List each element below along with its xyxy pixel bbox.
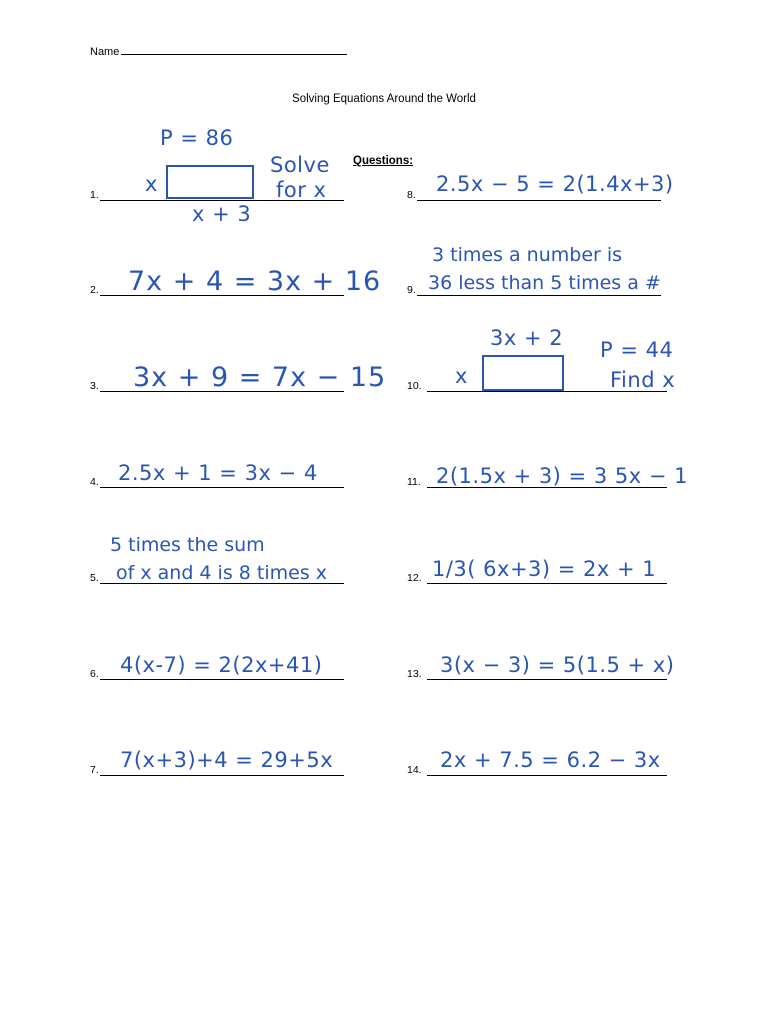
answer-line-4[interactable]	[100, 487, 344, 488]
q4-answer: 2.5x + 1 = 3x − 4	[118, 461, 318, 485]
answer-line-12[interactable]	[427, 583, 667, 584]
q9-answer-line-2: 36 less than 5 times a #	[428, 272, 661, 294]
q9-answer-line-1: 3 times a number is	[432, 244, 623, 266]
q1-side-label: x	[145, 172, 158, 196]
q6-answer: 4(x-7) = 2(2x+41)	[120, 653, 323, 677]
q5-answer-line-2: of x and 4 is 8 times x	[116, 562, 328, 584]
answer-line-8[interactable]	[417, 200, 661, 201]
q13-answer: 3(x − 3) = 5(1.5 + x)	[440, 653, 675, 677]
question-number-3: 3.	[90, 380, 99, 392]
q14-answer: 2x + 7.5 = 6.2 − 3x	[440, 748, 661, 772]
question-number-7: 7.	[90, 764, 99, 776]
question-number-14: 14.	[407, 764, 422, 776]
answer-line-6[interactable]	[100, 679, 344, 680]
q10-instruction: Find x	[610, 368, 676, 392]
q5-answer-line-1: 5 times the sum	[110, 534, 265, 556]
question-number-6: 6.	[90, 668, 99, 680]
q1-perimeter-label: P = 86	[160, 126, 234, 150]
question-number-5: 5.	[90, 572, 99, 584]
q1-rectangle	[166, 165, 254, 199]
q10-top-label: 3x + 2	[490, 326, 564, 350]
question-number-2: 2.	[90, 284, 99, 296]
question-number-13: 13.	[407, 668, 422, 680]
q10-perimeter-label: P = 44	[600, 338, 674, 362]
q1-instruction-line-1: Solve	[270, 153, 330, 177]
questions-heading: Questions:	[353, 155, 414, 167]
q1-instruction-line-2: for x	[276, 178, 327, 202]
q11-answer: 2(1.5x + 3) = 3 5x − 1	[436, 464, 688, 488]
name-field[interactable]	[90, 45, 347, 58]
q8-answer: 2.5x − 5 = 2(1.4x+3)	[436, 172, 674, 196]
question-number-1: 1.	[90, 189, 99, 201]
question-number-10: 10.	[407, 380, 422, 392]
question-number-11: 11.	[407, 476, 421, 488]
question-number-9: 9.	[407, 284, 416, 296]
worksheet-title: Solving Equations Around the World	[292, 93, 476, 105]
answer-line-9[interactable]	[417, 295, 661, 296]
answer-line-7[interactable]	[100, 775, 344, 776]
q1-bottom-label: x + 3	[192, 202, 252, 226]
q2-answer: 7x + 4 = 3x + 16	[128, 266, 382, 297]
question-number-4: 4.	[90, 476, 99, 488]
q3-answer: 3x + 9 = 7x − 15	[133, 362, 387, 393]
name-label: Name	[90, 46, 120, 58]
q10-rectangle	[482, 355, 564, 391]
q10-side-label: x	[455, 364, 468, 388]
q12-answer: 1/3( 6x+3) = 2x + 1	[432, 557, 657, 581]
q7-answer: 7(x+3)+4 = 29+5x	[120, 748, 334, 772]
answer-line-14[interactable]	[427, 775, 667, 776]
question-number-12: 12.	[407, 572, 422, 584]
answer-line-13[interactable]	[427, 679, 667, 680]
question-number-8: 8.	[407, 189, 416, 201]
name-blank-line[interactable]	[121, 45, 347, 55]
